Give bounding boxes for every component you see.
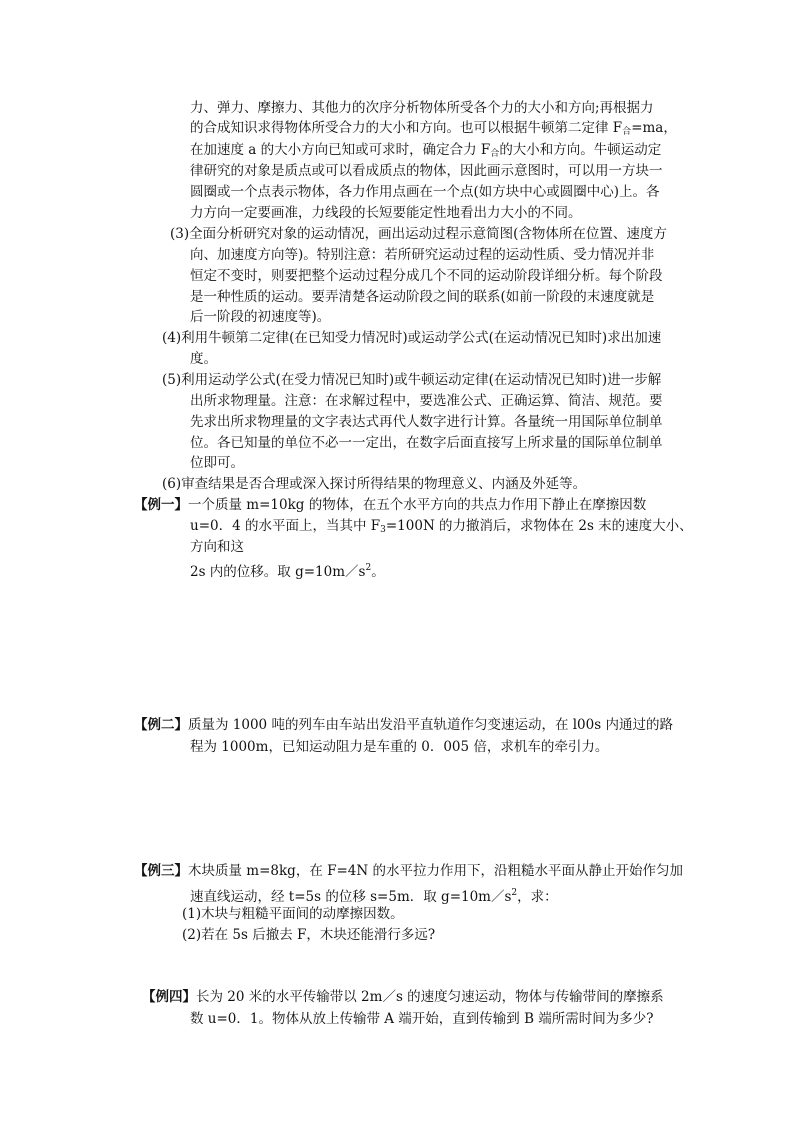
example-3-text-2: 速直线运动，经 t=5s 的位移 s=5m．取 g=10m／s [190,889,512,905]
example-1-text-2b: =100N 的力撤消后，求物体在 2s 末的速度大小、 [385,518,693,534]
para5-line-1: (5)利用运动学公式(在受力情况已知时)或牛顿运动定律(在运动情况已知时)进一步解 [162,372,662,388]
para1-line-2 [190,118,677,142]
para1-line-2-text: 的合成知识求得物体所受合力的大小和方向。也可以根据牛顿第二定律 F [190,120,623,136]
para1-line-3-text: 在加速度 a 的大小方向已知或可求时，确定合力 F [190,142,491,158]
example-2-text-1: 质量为 1000 吨的列车由车站出发沿平直轨道作匀变速运动，在 l00s 内通过的路 [188,717,673,733]
example-3-question-2: (2)若在 5s 后撤去 F，木块还能滑行多远? [182,927,436,943]
example-1-text-4: 2s 内的位移。取 g=10m／s [190,564,366,580]
para4-line-2: 度。 [190,351,217,367]
para3-line-5: 后一阶段的初速度等)。 [190,309,331,325]
example-4-line-1 [142,987,664,1007]
para1-line-4: 律研究的对象是质点或可以看成质点的物体，因此画示意图时，可以用一方块一 [190,163,663,179]
superscript-2: 2 [365,563,372,573]
para4-line-1: (4)利用牛顿第二定律(在已知受力情况时)或运动学公式(在运动情况已知时)求出加速 [162,330,662,346]
para1-line-3-tail: 的大小和方向。牛顿运动定 [499,142,662,158]
example-3-text-2-end: ，求： [517,889,558,905]
para3-line-4: 是一种性质的运动。要弄清楚各运动阶段之间的联系(如前一阶段的末速度就是 [190,289,655,305]
example-1-line-3: 方向和这 [190,539,244,555]
example-4-line-2: 数 u=0．1。物体从放上传输带 A 端开始，直到传输到 B 端所需时间为多少? [190,1011,654,1027]
example-4-label: 【例四】 [142,989,196,1005]
example-2-label: 【例二】 [134,717,188,733]
para5-line-3: 先求出所求物理量的文字表达式再代人数字进行计算。各量统一用国际单位制单 [190,414,663,430]
example-2-line-1 [134,715,673,735]
example-1-text-1: 一个质量 m=10kg 的物体，在五个水平方向的共点力作用下静止在摩擦因数 [188,497,647,513]
example-1-text-2a: u=0．4 的水平面上，当其中 F [190,518,381,534]
subscript-he: 合 [490,149,500,159]
example-1-line-1 [134,495,646,515]
para1-line-6: 力方向一定要画准，力线段的长短要能定性地看出力大小的不同。 [190,205,582,221]
example-1-line-2 [190,516,693,540]
para1-line-1: 力、弹力、摩擦力、其他力的次序分析物体所受各个力的大小和方向;再根据力 [190,100,654,116]
para3-line-2: 向、加速度方向等)。特别注意：若所研究运动过程的运动性质、受力情况并非 [190,247,655,263]
para5-line-5: 位即可。 [190,455,244,471]
para1-line-5: 圆圈或一个点表示物体，各力作用点画在一个点(如方块中心或圆圈中心)上。各 [190,184,660,200]
example-3-label: 【例三】 [134,863,188,879]
para3-line-3: 恒定不变时，则要把整个运动过程分成几个不同的运动阶段详细分析。每个阶段 [190,268,663,284]
subscript-he: 合 [622,127,632,137]
para3-line-1: (3)全面分析研究对象的运动情况，画出运动过程示意简图(含物体所在位置、速度方 [170,226,667,242]
example-4-text-1: 长为 20 米的水平传输带以 2m／s 的速度匀速运动，物体与传输带间的摩擦系 [196,989,664,1005]
example-3-text-1: 木块质量 m=8kg，在 F=4N 的水平拉力作用下，沿粗糙水平面从静止开始作匀加 [188,863,683,879]
subscript-3: 3 [380,525,386,535]
para6-line: (6)审查结果是否合理或深入探讨所得结果的物理意义、内涵及外延等。 [162,476,587,492]
example-1-label: 【例一】 [134,497,188,513]
example-3-question-1: (1)木块与粗糙平面间的动摩擦因数。 [182,906,404,922]
example-1-line-4 [190,558,385,582]
superscript-2: 2 [511,888,518,898]
example-3-line-1 [134,861,683,881]
para1-line-2-tail: =ma， [631,120,677,136]
para5-line-4: 位。各已知量的单位不必一一定出，在数字后面直接写上所求量的国际单位制单 [190,435,663,451]
example-2-line-2: 程为 1000m，已知运动阻力是车重的 0．005 倍，求机车的牵引力。 [190,739,609,755]
example-1-text-4-end: 。 [371,564,385,580]
para5-line-2: 出所求物理量。注意：在求解过程中，要选准公式、正确运算、简洁、规范。要 [190,393,663,409]
